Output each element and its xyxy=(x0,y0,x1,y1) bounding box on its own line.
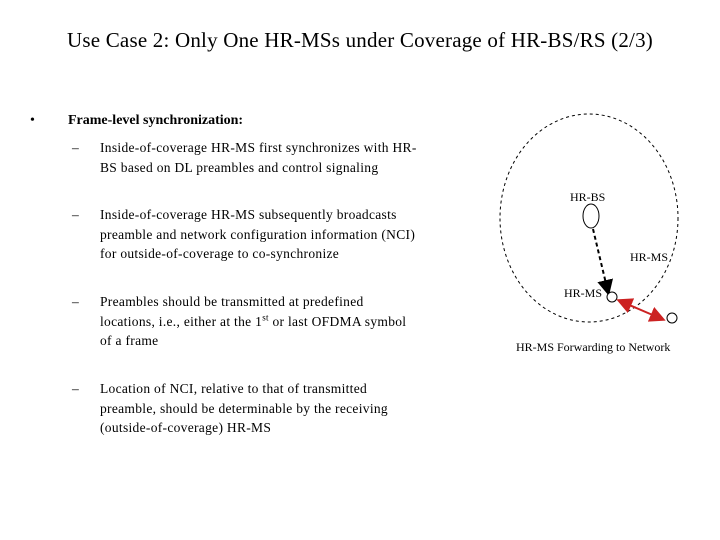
text-line: preamble and network configuration information (NCI) xyxy=(100,226,416,242)
hr-bs-node xyxy=(583,204,599,228)
bullet-symbol: • xyxy=(30,113,35,128)
superscript: st xyxy=(262,312,269,322)
bullet-heading: Frame-level synchronization: xyxy=(68,113,244,128)
hr-bs-label: HR-BS xyxy=(570,190,606,204)
slide-title: Use Case 2: Only One HR-MSs under Coverage of HR-BS/RS (2/3) xyxy=(67,28,653,52)
dash-symbol: – xyxy=(72,207,80,222)
text-fragment: or last OFDMA symbol xyxy=(268,313,407,329)
hr-ms-inside-node xyxy=(607,292,617,302)
coverage-diagram xyxy=(490,110,710,370)
text-line: Location of NCI, relative to that of transmitted xyxy=(100,381,368,396)
text-line: (outside-of-coverage) HR-MS xyxy=(100,420,272,435)
text-line: Inside-of-coverage HR-MS subsequently broadcasts xyxy=(100,207,397,222)
sub-bullet-text xyxy=(100,292,406,351)
dash-symbol: – xyxy=(72,140,80,155)
coverage-diagram-svg xyxy=(490,110,710,370)
hr-ms-outside-label: HR-MS xyxy=(630,250,669,264)
text-line: of a frame xyxy=(100,333,159,348)
text-line: Preambles should be transmitted at predefined xyxy=(100,294,364,309)
diagram-caption: HR-MS Forwarding to Network xyxy=(516,340,671,354)
sync-arrow xyxy=(593,229,608,292)
text-line: for outside-of-coverage to co-synchronize xyxy=(100,246,340,261)
text-line: BS based on DL preambles and control signaling xyxy=(100,159,379,175)
text-line xyxy=(100,312,406,332)
hr-ms-outside-node xyxy=(667,313,677,323)
sub-bullet-text xyxy=(100,205,415,264)
forwarding-link xyxy=(620,301,662,319)
text-fragment: locations, i.e., either at the 1 xyxy=(100,313,263,329)
text-line: preamble, should be determinable by the receiving xyxy=(100,400,388,416)
sub-bullet-text xyxy=(100,379,388,438)
dash-symbol: – xyxy=(72,381,80,396)
dash-symbol: – xyxy=(72,294,80,309)
text-line: Inside-of-coverage HR-MS first synchronizes with HR- xyxy=(100,140,417,155)
hr-ms-inside-label: HR-MS xyxy=(564,286,603,300)
sub-bullet-text xyxy=(100,138,417,177)
